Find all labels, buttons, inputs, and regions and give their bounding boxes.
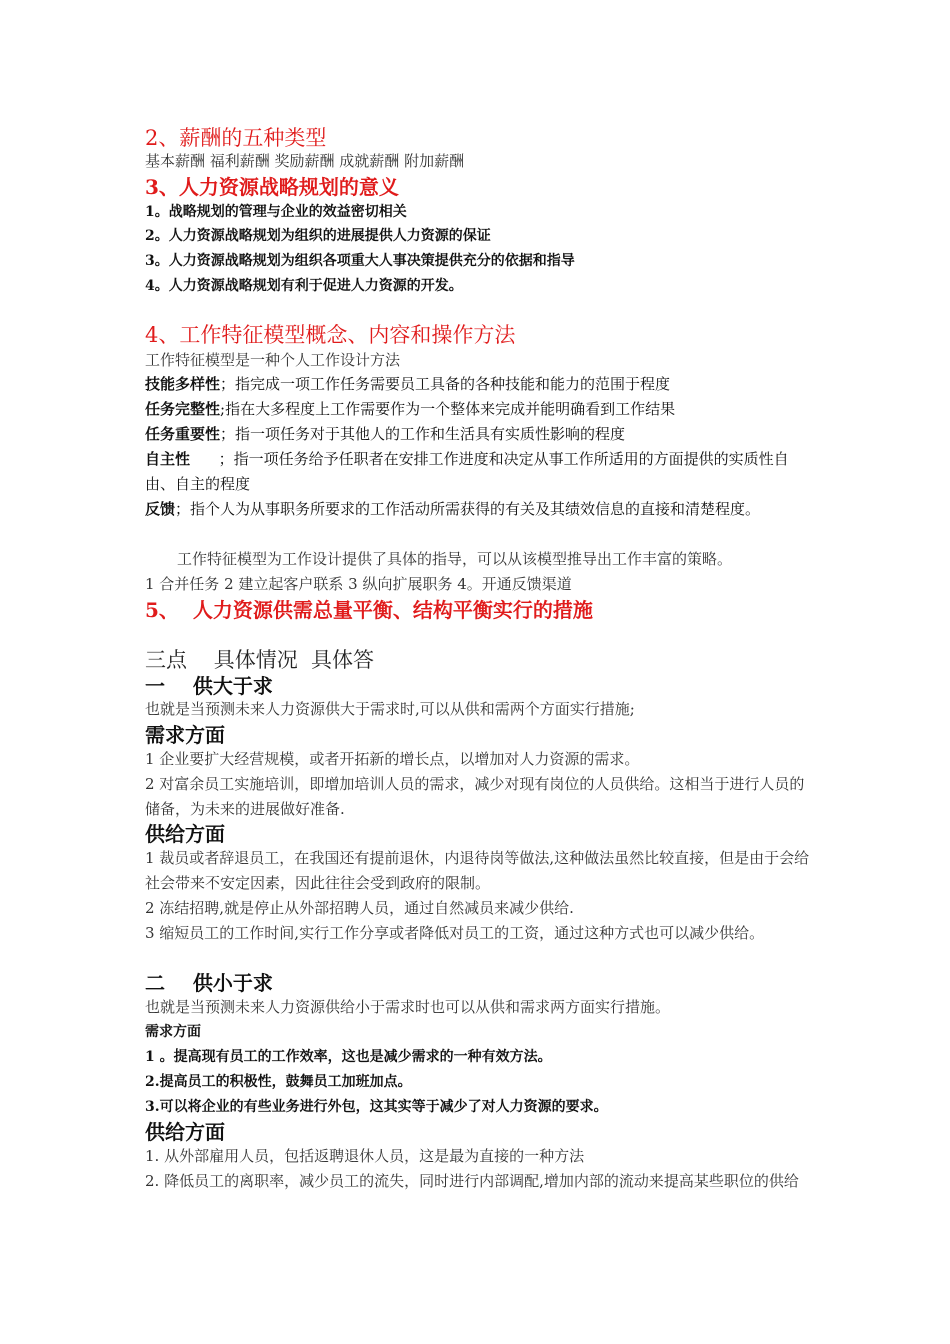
term-row — [145, 447, 810, 497]
three-points: 三点 具体情况 具体答 — [145, 648, 375, 672]
section-4-heading: 4、工作特征模型概念、内容和操作方法 — [145, 323, 516, 347]
case-1-demand-heading: 需求方面 — [145, 723, 225, 747]
term-desc: ；指个人为从事职务所要求的工作活动所需获得的有关及其绩效信息的直接和清楚程度。 — [175, 500, 761, 518]
case-2-supply-heading: 供给方面 — [145, 1120, 225, 1144]
s3-item: 3。人力资源战略规划为组织各项重大人事决策提供充分的依据和指导 — [145, 253, 575, 269]
section-5-heading: 5、 人力资源供需总量平衡、结构平衡实行的措施 — [145, 598, 593, 622]
term-desc: ；指一项任务给予任职者在安排工作进度和决定从事工作所适用的方面提供的实质性自由、自主的程度 — [145, 450, 789, 493]
case-1-supply-item: 2 冻结招聘,就是停止从外部招聘人员，通过自然减员来减少供给. — [145, 899, 574, 917]
term-label: 技能多样性 — [145, 375, 221, 393]
term-row — [145, 372, 810, 397]
section-2-heading: 2、薪酬的五种类型 — [145, 126, 327, 150]
salary-types: 基本薪酬 福利薪酬 奖励薪酬 成就薪酬 附加薪酬 — [145, 152, 465, 170]
case-1-intro: 也就是当预测未来人力资源供大于需求时,可以从供和需两个方面实行措施; — [145, 700, 635, 718]
s3-item: 4。人力资源战略规划有利于促进人力资源的开发。 — [145, 278, 463, 294]
term-label: 自主性 — [145, 450, 191, 468]
term-label: 任务重要性 — [145, 425, 221, 443]
case-2-demand-item: 3.可以将企业的有些业务进行外包，这其实等于减少了对人力资源的要求。 — [145, 1099, 608, 1115]
case-1-supply-item: 3 缩短员工的工作时间,实行工作分享或者降低对员工的工资，通过这种方式也可以减少供给。 — [145, 924, 765, 942]
s4-intro: 工作特征模型是一种个人工作设计方法 — [145, 351, 401, 369]
case-1-supply-item: 1 裁员或者辞退员工，在我国还有提前退休，内退待岗等做法,这种做法虽然比较直接，但是由于会给社会带来不安定因素，因此往往会受到政府的限制。 — [145, 849, 810, 892]
section-3-heading: 3、人力资源战略规划的意义 — [145, 175, 399, 199]
case-2-demand-heading: 需求方面 — [145, 1024, 201, 1040]
term-label: 反馈 — [145, 500, 176, 518]
term-label: 任务完整性 — [145, 400, 221, 418]
term-desc: ；指完成一项工作任务需要员工具备的各种技能和能力的范围于程度 — [220, 375, 671, 393]
case-1-heading: 一 供大于求 — [145, 674, 273, 698]
case-1-demand-item: 2 对富余员工实施培训，即增加培训人员的需求，减少对现有岗位的人员供给。这相当于进行人员的储备，为未来的进展做好准备. — [145, 775, 805, 818]
case-1-supply-heading: 供给方面 — [145, 822, 225, 846]
case-2-supply-item: 1. 从外部雇用人员，包括返聘退休人员，这是最为直接的一种方法 — [145, 1147, 585, 1165]
case-1-demand-item: 1 企业要扩大经营规模，或者开拓新的增长点，以增加对人力资源的需求。 — [145, 750, 640, 768]
s4-guide: 工作特征模型为工作设计提供了具体的指导，可以从该模型推导出工作丰富的策略。 — [177, 550, 733, 568]
term-desc: ；指一项任务对于其他人的工作和生活具有实质性影响的程度 — [220, 425, 626, 443]
term-row — [145, 497, 810, 522]
case-2-demand-item: 1 。提高现有员工的工作效率，这也是减少需求的一种有效方法。 — [145, 1049, 552, 1065]
case-2-supply-item: 2. 降低员工的离职率，减少员工的流失，同时进行内部调配,增加内部的流动来提高某些职位的供给 — [145, 1172, 799, 1190]
term-row — [145, 422, 810, 447]
case-2-demand-item: 2.提高员工的积极性，鼓舞员工加班加点。 — [145, 1074, 412, 1090]
term-row — [145, 397, 810, 422]
case-2-heading: 二 供小于求 — [145, 971, 273, 995]
s3-item: 2。人力资源战略规划为组织的进展提供人力资源的保证 — [145, 228, 491, 244]
case-2-intro: 也就是当预测未来人力资源供给小于需求时也可以从供和需求两方面实行措施。 — [145, 998, 671, 1016]
s3-item: 1。战略规划的管理与企业的效益密切相关 — [145, 204, 407, 220]
term-desc: ;指在大多程度上工作需要作为一个整体来完成并能明确看到工作结果 — [220, 400, 676, 418]
s4-strategies: 1 合并任务 2 建立起客户联系 3 纵向扩展职务 4。开通反馈渠道 — [145, 575, 572, 593]
